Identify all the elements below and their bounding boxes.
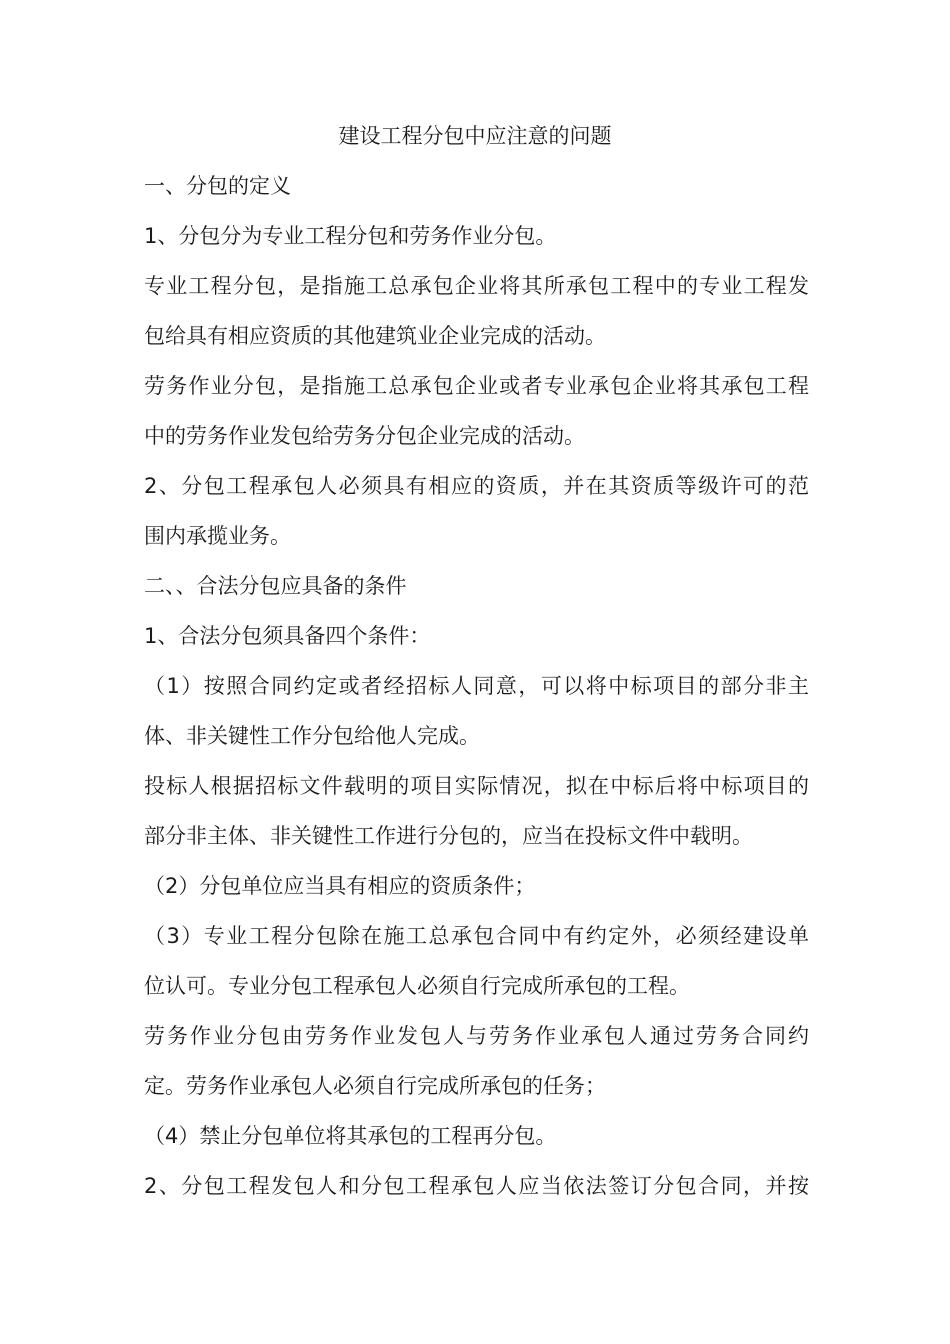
paragraph-line: 体、非关键性工作分包给他人完成。: [144, 724, 480, 748]
paragraph-line: 部分非主体、非关键性工作进行分包的，应当在投标文件中载明。: [144, 824, 753, 848]
paragraph-line: 劳务作业分包由劳务作业发包人与劳务作业承包人通过劳务合同约: [144, 1024, 809, 1048]
paragraph-line: （2）分包单位应当具有相应的资质条件；: [144, 874, 536, 898]
heading-section-2: 二、、合法分包应具备的条件: [144, 574, 407, 598]
paragraph-line: 1、分包分为专业工程分包和劳务作业分包。: [144, 224, 557, 248]
paragraph-line: 专业工程分包，是指施工总承包企业将其所承包工程中的专业工程发: [144, 274, 809, 298]
paragraph-line: 中的劳务作业发包给劳务分包企业完成的活动。: [144, 424, 585, 448]
paragraph-line: （4）禁止分包单位将其承包的工程再分包。: [144, 1124, 557, 1148]
document-title: 建设工程分包中应注意的问题: [338, 124, 612, 148]
paragraph-line: （1）按照合同约定或者经招标人同意，可以将中标项目的部分非主: [144, 674, 809, 698]
paragraph-line: 1、合法分包须具备四个条件：: [144, 624, 431, 648]
paragraph-line: 劳务作业分包，是指施工总承包企业或者专业承包企业将其承包工程: [144, 374, 809, 398]
paragraph-line: 2、分包工程承包人必须具有相应的资质，并在其资质等级许可的范: [144, 474, 809, 498]
paragraph-line: 围内承揽业务。: [144, 524, 291, 548]
paragraph-line: 位认可。专业分包工程承包人必须自行完成所承包的工程。: [144, 974, 690, 998]
paragraph-line: （3）专业工程分包除在施工总承包合同中有约定外，必须经建设单: [144, 924, 809, 948]
paragraph-line: 包给具有相应资质的其他建筑业企业完成的活动。: [144, 324, 606, 348]
heading-section-1: 一、分包的定义: [144, 174, 291, 198]
paragraph-line: 定。劳务作业承包人必须自行完成所承包的任务；: [144, 1074, 606, 1098]
paragraph-line: 投标人根据招标文件载明的项目实际情况，拟在中标后将中标项目的: [144, 774, 809, 798]
document-body: [144, 166, 809, 1216]
paragraph-line: 2、分包工程发包人和分包工程承包人应当依法签订分包合同，并按: [144, 1174, 809, 1198]
